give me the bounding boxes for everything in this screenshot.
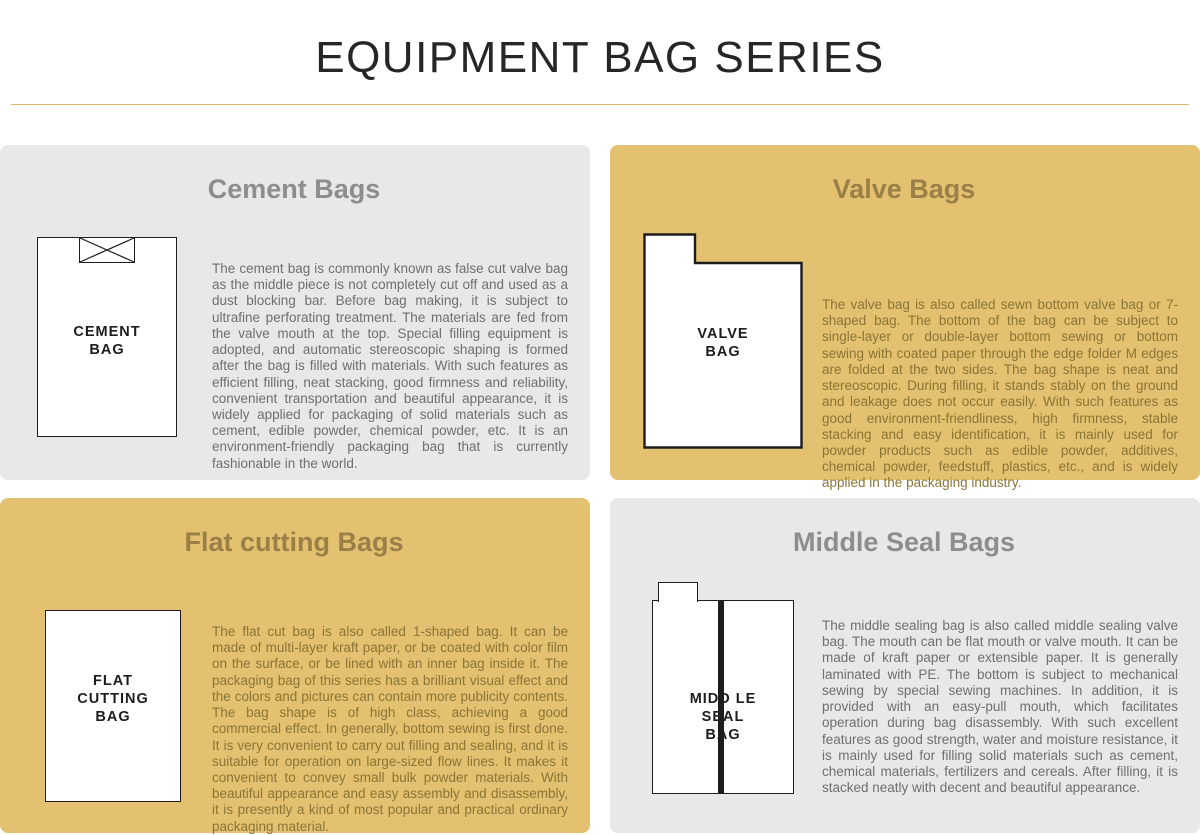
- valve-bag-label: [643, 325, 803, 361]
- valve-bag-label-line1: VALVE: [697, 326, 749, 343]
- card-body-flat-cutting: [18, 572, 570, 835]
- card-text-valve: The valve bag is also called sewn bottom valve bag or 7-shaped bag. The bottom of the bag can be subject to single-layer or double-layer bottom sewing or bottom sewing with coated paper through the edge folder M edges are folded at the two sides. The bag shape is neat and stereoscopic. During filling, it stands stably on the ground and leakage does not occur easily. With such features as good environment-friendliness, high firmness, stable stacking and easy identification, it is mainly used for powder products such as edible powder, additives, chemical powder, feedstuff, plastics, etc., and is widely applied in the packaging industry.: [822, 297, 1178, 491]
- page-title: EQUIPMENT BAG SERIES: [315, 33, 885, 82]
- valve-bag-label-line2: BAG: [705, 344, 741, 361]
- card-title-middle-seal: Middle Seal Bags: [792, 527, 1016, 558]
- figure-middle-seal-bag: [628, 572, 818, 794]
- flat-bag-label-line2: CUTTING: [77, 691, 149, 708]
- flat-cutting-bag-label: [45, 672, 181, 726]
- flat-bag-label-line1: FLAT: [93, 673, 133, 690]
- card-title-flat-cutting: Flat cutting Bags: [184, 527, 404, 558]
- figure-flat-cutting-bag: [18, 572, 208, 802]
- cement-bag-label-line1: CEMENT: [73, 324, 141, 341]
- middle-bag-label-line2: SEAL: [701, 709, 745, 726]
- cement-bag-label: [37, 323, 177, 359]
- bag-cards-grid: [0, 145, 1200, 833]
- page-header: [0, 0, 1200, 105]
- card-text-flat-cutting: The flat cut bag is also called 1-shaped bag. It can be made of multi-layer kraft paper, or be coated with color film on the surface, or be lined with an inner bag inside it. The packaging bag of this series has a brilliant visual effect and the colors and pictures can contain more publicity contents. The bag shape is of high class, achieving a good commercial effect. In generally, bottom sewing is first done. It is very convenient to carry out filling and sealing, and it is suitable for operation on large-sized flow lines. It makes it convenient to convey small bulk powder materials. With beautiful appearance and easy assembly and disassembly, it is presently a kind of most popular and practical ordinary packaging material.: [212, 624, 568, 834]
- card-body-valve: [628, 219, 1180, 491]
- card-text-middle-seal: The middle sealing bag is also called middle sealing valve bag. The mouth can be flat mouth or valve mouth. It can be made of kraft paper or extensible paper. It is generally laminated with PE. The bottom is subject to mechanical sewing by special sewing machines. In addition, it is provided with an easy-pull mouth, which facilitates operation during bag disassembly. With such excellent features as good strength, water and moisture resistance, it is mainly used for filling solid materials such as cement, chemical materials, fertilizers and cereals. After filling, it is stacked neatly with decent and beautiful appearance.: [822, 618, 1178, 796]
- card-body-cement: [18, 219, 570, 472]
- card-text-cement: The cement bag is commonly known as false cut valve bag as the middle piece is not completely cut off and used as a dust blocking bar. Before bag making, it is subject to ultrafine perforating treatment. The materials are fed from the valve mouth at the top. Special filling equipment is adopted, and automatic stereoscopic shaping is formed after the bag is filled with materials. With such features as efficient filling, neat stacking, good firmness and reliability, convenient transportation and beautiful appearance, it is widely applied for packaging of solid materials such as cement, edible powder, chemical powder, etc. It is an environment-friendly packaging bag that is currently fashionable in the world.: [212, 261, 568, 471]
- figure-valve-bag: [628, 219, 818, 449]
- middle-bag-label-line1: MIDD LE: [689, 691, 757, 708]
- card-title-valve: Valve Bags: [832, 174, 976, 205]
- card-title-cement: Cement Bags: [207, 174, 381, 205]
- cement-bag-cross-overlay-icon: [79, 237, 135, 263]
- figure-cement-bag: [18, 219, 208, 449]
- middle-bag-label-line3: BAG: [705, 727, 741, 744]
- card-cement-bags: [0, 145, 590, 480]
- title-divider: [11, 104, 1189, 105]
- cement-bag-label-line2: BAG: [89, 342, 125, 359]
- card-middle-seal-bags: [610, 498, 1200, 833]
- card-body-middle-seal: [628, 572, 1180, 815]
- middle-seal-bag-label: [652, 690, 794, 744]
- flat-bag-label-line3: BAG: [95, 709, 131, 726]
- card-flat-cutting-bags: [0, 498, 590, 833]
- middle-seal-bag-top-flap: [658, 582, 698, 602]
- card-valve-bags: [610, 145, 1200, 491]
